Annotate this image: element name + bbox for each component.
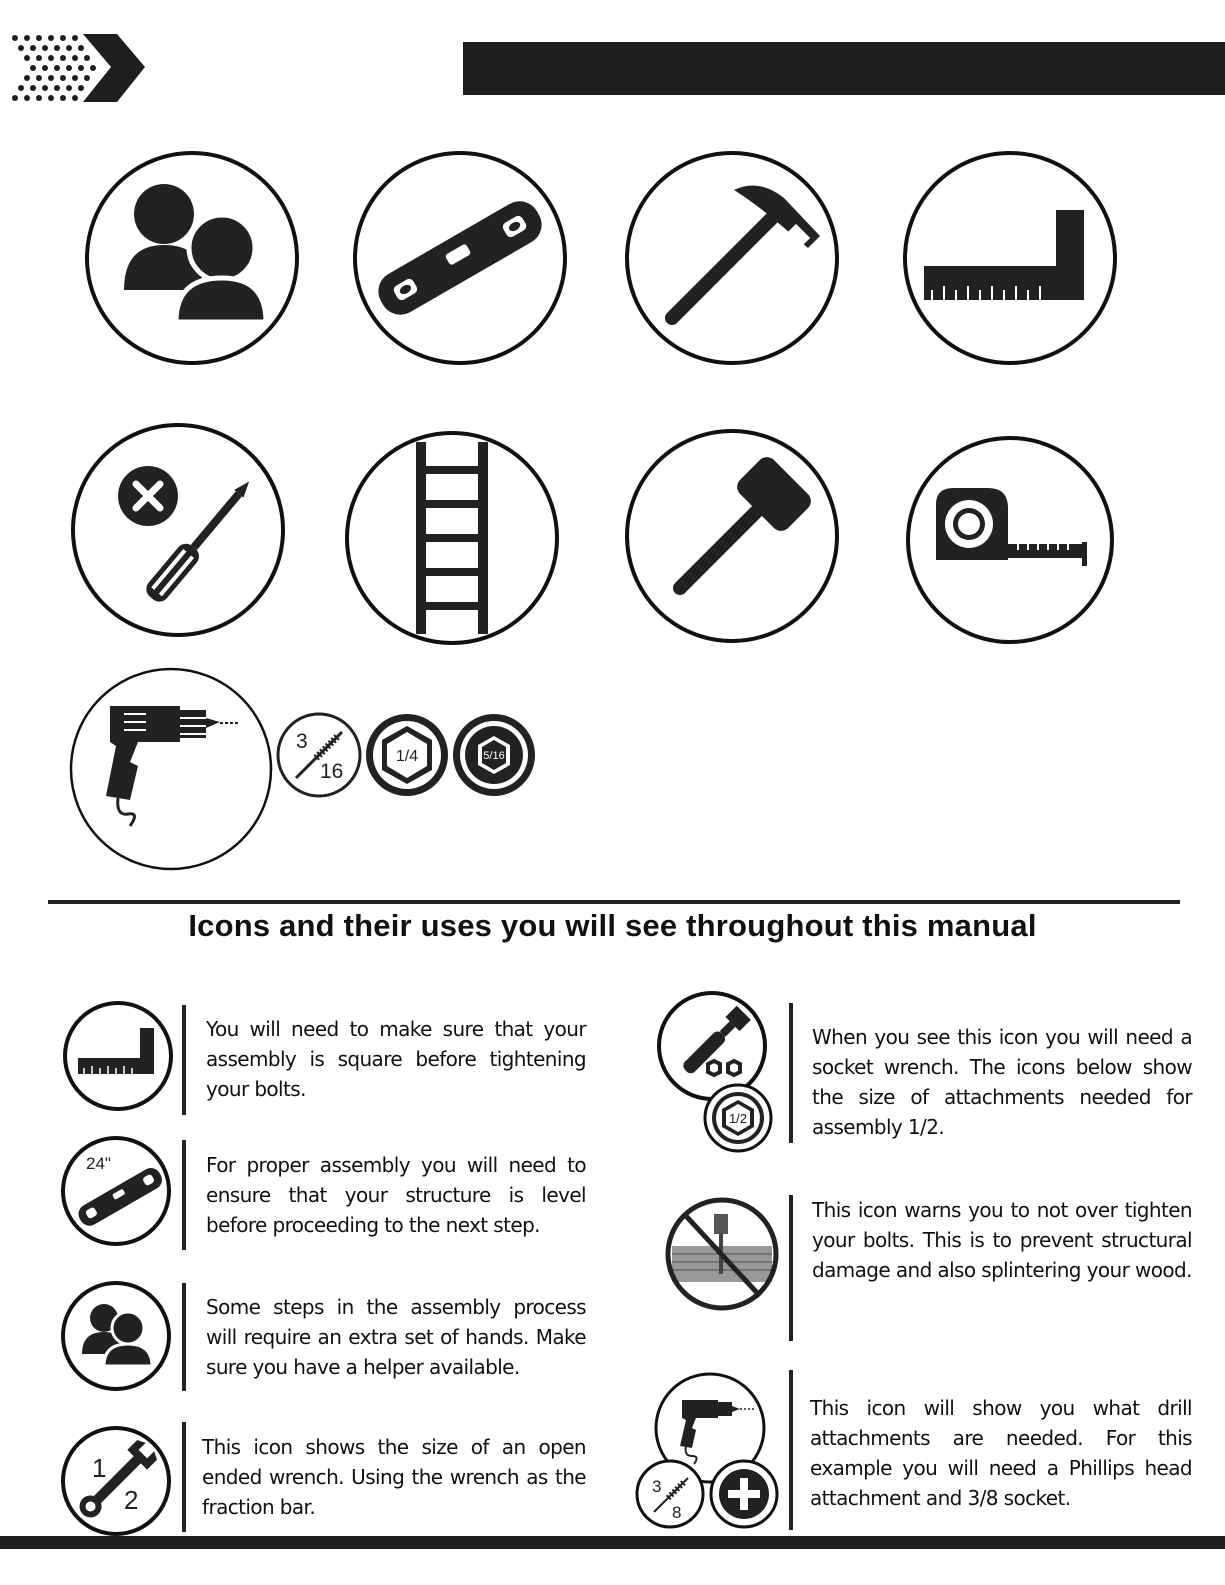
legend-drill-top-number: 3 [652, 1477, 662, 1496]
legend-drill-bottom-number: 8 [672, 1503, 682, 1522]
brand-logo-icon [5, 30, 145, 105]
legend-drill-attachments-text: This icon will show you what drill attachments are needed. For this example you will need a Phillips head attachment and 3/8 socket. [810, 1396, 1192, 1510]
power-drill-icon [68, 666, 274, 872]
mallet-icon [624, 428, 840, 644]
two-people-icon [84, 150, 300, 366]
legend-socket-size-label: 1/2 [728, 1111, 748, 1126]
drill-bit-bottom-number: 16 [320, 760, 344, 783]
legend-wrench-text: This icon shows the size of an open ended wrench. Using the wrench as the fraction bar. [202, 1435, 586, 1519]
legend-wrench-bottom-number: 2 [124, 1485, 139, 1515]
spirit-level-icon [352, 150, 568, 366]
legend-socket-wrench-text: When you see this icon you will need a socket wrench. The icons below show the size of attachments needed for assembly 1/2. [812, 1025, 1192, 1139]
legend-square-text: You will need to make sure that your assembly is square before tightening your bolts. [206, 1017, 586, 1101]
section-title: Icons and their uses you will see throughout this manual [188, 908, 1037, 943]
carpenter-square-icon [902, 150, 1118, 366]
header-bar [463, 42, 1225, 95]
drill-bit-size-icon [276, 712, 362, 798]
legend-level-length: 24" [86, 1154, 111, 1173]
legend-divider [182, 1005, 186, 1115]
section-divider [48, 900, 1180, 904]
socket-five-sixteenths-icon [451, 712, 537, 798]
legend-level-icon [60, 1135, 172, 1247]
legend-drill-attachments-icon [632, 1372, 788, 1532]
legend-socket-wrench-icon [656, 988, 780, 1158]
legend-no-overtighten-icon [664, 1196, 780, 1312]
socket-five-sixteenths-label: 5/16 [483, 750, 505, 762]
legend-level-text: For proper assembly you will need to ensure that your structure is level before proceeding to the next step. [206, 1153, 586, 1237]
legend-wrench-top-number: 1 [92, 1453, 107, 1483]
legend-helper-icon [60, 1280, 172, 1392]
claw-hammer-icon [624, 150, 840, 366]
socket-quarter-icon [364, 712, 450, 798]
legend-helper-text: Some steps in the assembly process will require an extra set of hands. Make sure you have a helper available. [206, 1295, 586, 1379]
legend-divider [182, 1422, 186, 1532]
legend-divider [182, 1140, 186, 1250]
footer-bar [0, 1536, 1225, 1549]
socket-quarter-label: 1/4 [395, 748, 419, 765]
tape-measure-icon [906, 436, 1122, 652]
legend-divider [789, 1003, 793, 1143]
legend-square-icon [62, 1000, 174, 1112]
legend-divider [182, 1283, 186, 1391]
legend-divider [789, 1370, 793, 1530]
phillips-screwdriver-icon [70, 422, 286, 638]
legend-divider [789, 1195, 793, 1341]
legend-wrench-size-icon [60, 1425, 172, 1537]
drill-bit-top-number: 3 [296, 730, 308, 753]
legend-no-overtighten-text: This icon warns you to not over tighten your bolts. This is to prevent structural damage and also splintering your wood. [812, 1198, 1192, 1282]
ladder-icon [344, 430, 560, 646]
